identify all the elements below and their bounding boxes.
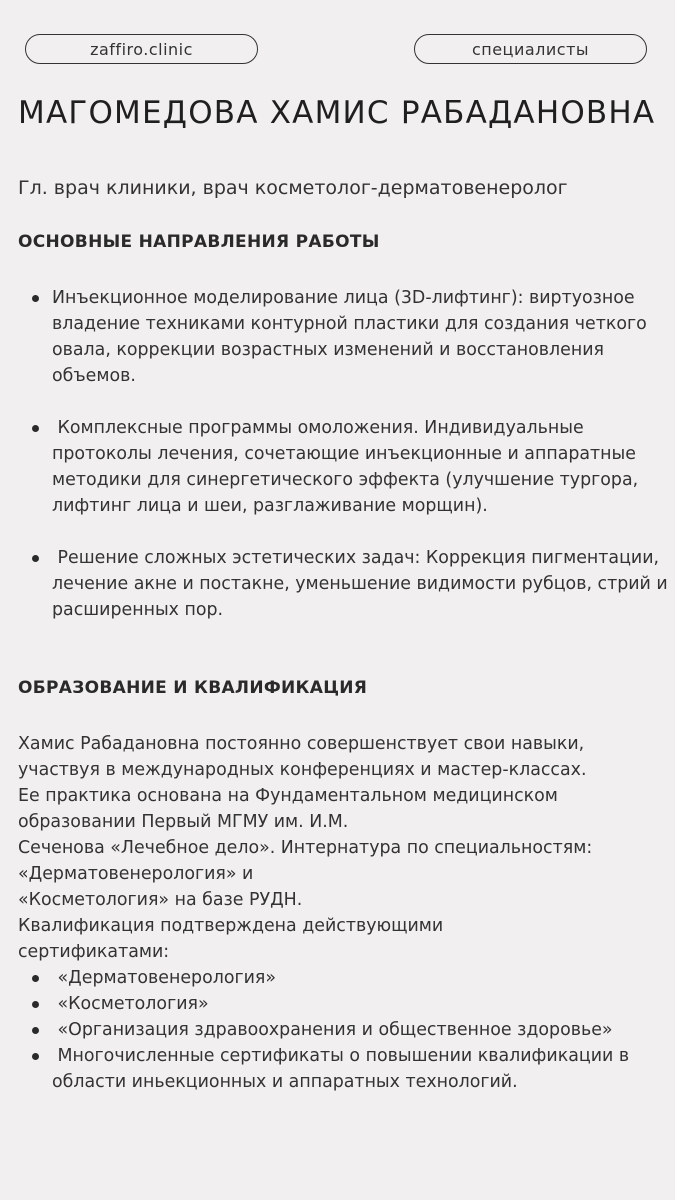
education-title: ОБРАЗОВАНИЕ И КВАЛИФИКАЦИЯ <box>18 678 368 698</box>
bullet-icon <box>32 1053 39 1060</box>
education-line: Квалификация подтверждена действующими сертификатами: <box>18 916 444 962</box>
bullet-icon <box>32 295 39 302</box>
doctor-name: МАГОМЕДОВА ХАМИС РАБАДАНОВНА <box>18 95 656 131</box>
directions-list <box>30 285 672 649</box>
certificate-text: Многочисленные сертификаты о повышении квалификации в области иньекционных и аппаратных технологий. <box>52 1046 635 1092</box>
list-item <box>52 285 672 389</box>
certificates-list <box>30 965 672 1095</box>
list-item <box>52 545 672 623</box>
list-item <box>52 1043 672 1095</box>
directions-title: ОСНОВНЫЕ НАПРАВЛЕНИЯ РАБОТЫ <box>18 232 380 252</box>
certificate-text: «Организация здравоохранения и общественное здоровье» <box>52 1020 613 1040</box>
education-text <box>18 731 658 965</box>
education-line: Хамис Рабадановна постоянно совершенствует свои навыки, участвуя в международных конференциях и мастер-классах. <box>18 734 587 780</box>
certificate-text: «Дерматовенерология» <box>52 968 277 988</box>
education-line: «Косметология» на базе РУДН. <box>18 890 303 910</box>
bullet-icon <box>32 425 39 432</box>
bullet-icon <box>32 975 39 982</box>
bullet-icon <box>32 1001 39 1008</box>
bullet-icon <box>32 1027 39 1034</box>
doctor-role: Гл. врач клиники, врач косметолог-дерматовенеролог <box>18 177 568 199</box>
list-item <box>52 1017 672 1043</box>
education-line: Ее практика основана на Фундаментальном медицинском образовании Первый МГМУ им. И.М. <box>18 786 558 832</box>
direction-text: Инъекционное моделирование лица (3D-лифтинг): виртуозное владение техниками контурной пластики для создания четкого овала, коррекции возрастных изменений и восстановления объемов. <box>52 288 647 386</box>
site-link-label: zaffiro.clinic <box>90 39 193 59</box>
specialists-label: специалисты <box>471 39 590 59</box>
certificate-text: «Косметология» <box>52 994 209 1014</box>
list-item <box>52 991 672 1017</box>
specialists-button[interactable] <box>414 34 647 64</box>
direction-text: Комплексные программы омоложения. Индивидуальные протоколы лечения, сочетающие инъекционные и аппаратные методики для синергетического эффекта (улучшение тургора, лифтинг лица и шеи, разглаживание морщин). <box>52 418 644 516</box>
direction-text: Решение сложных эстетических задач: Коррекция пигментации, лечение акне и постакне, уменьшение видимости рубцов, стрий и расширенных пор. <box>52 548 674 620</box>
list-item <box>52 415 672 519</box>
education-line: Сеченова «Лечебное дело». Интернатура по специальностям: «Дерматовенерология» и <box>18 838 593 884</box>
site-link-button[interactable] <box>25 34 258 64</box>
list-item <box>52 965 672 991</box>
bullet-icon <box>32 555 39 562</box>
